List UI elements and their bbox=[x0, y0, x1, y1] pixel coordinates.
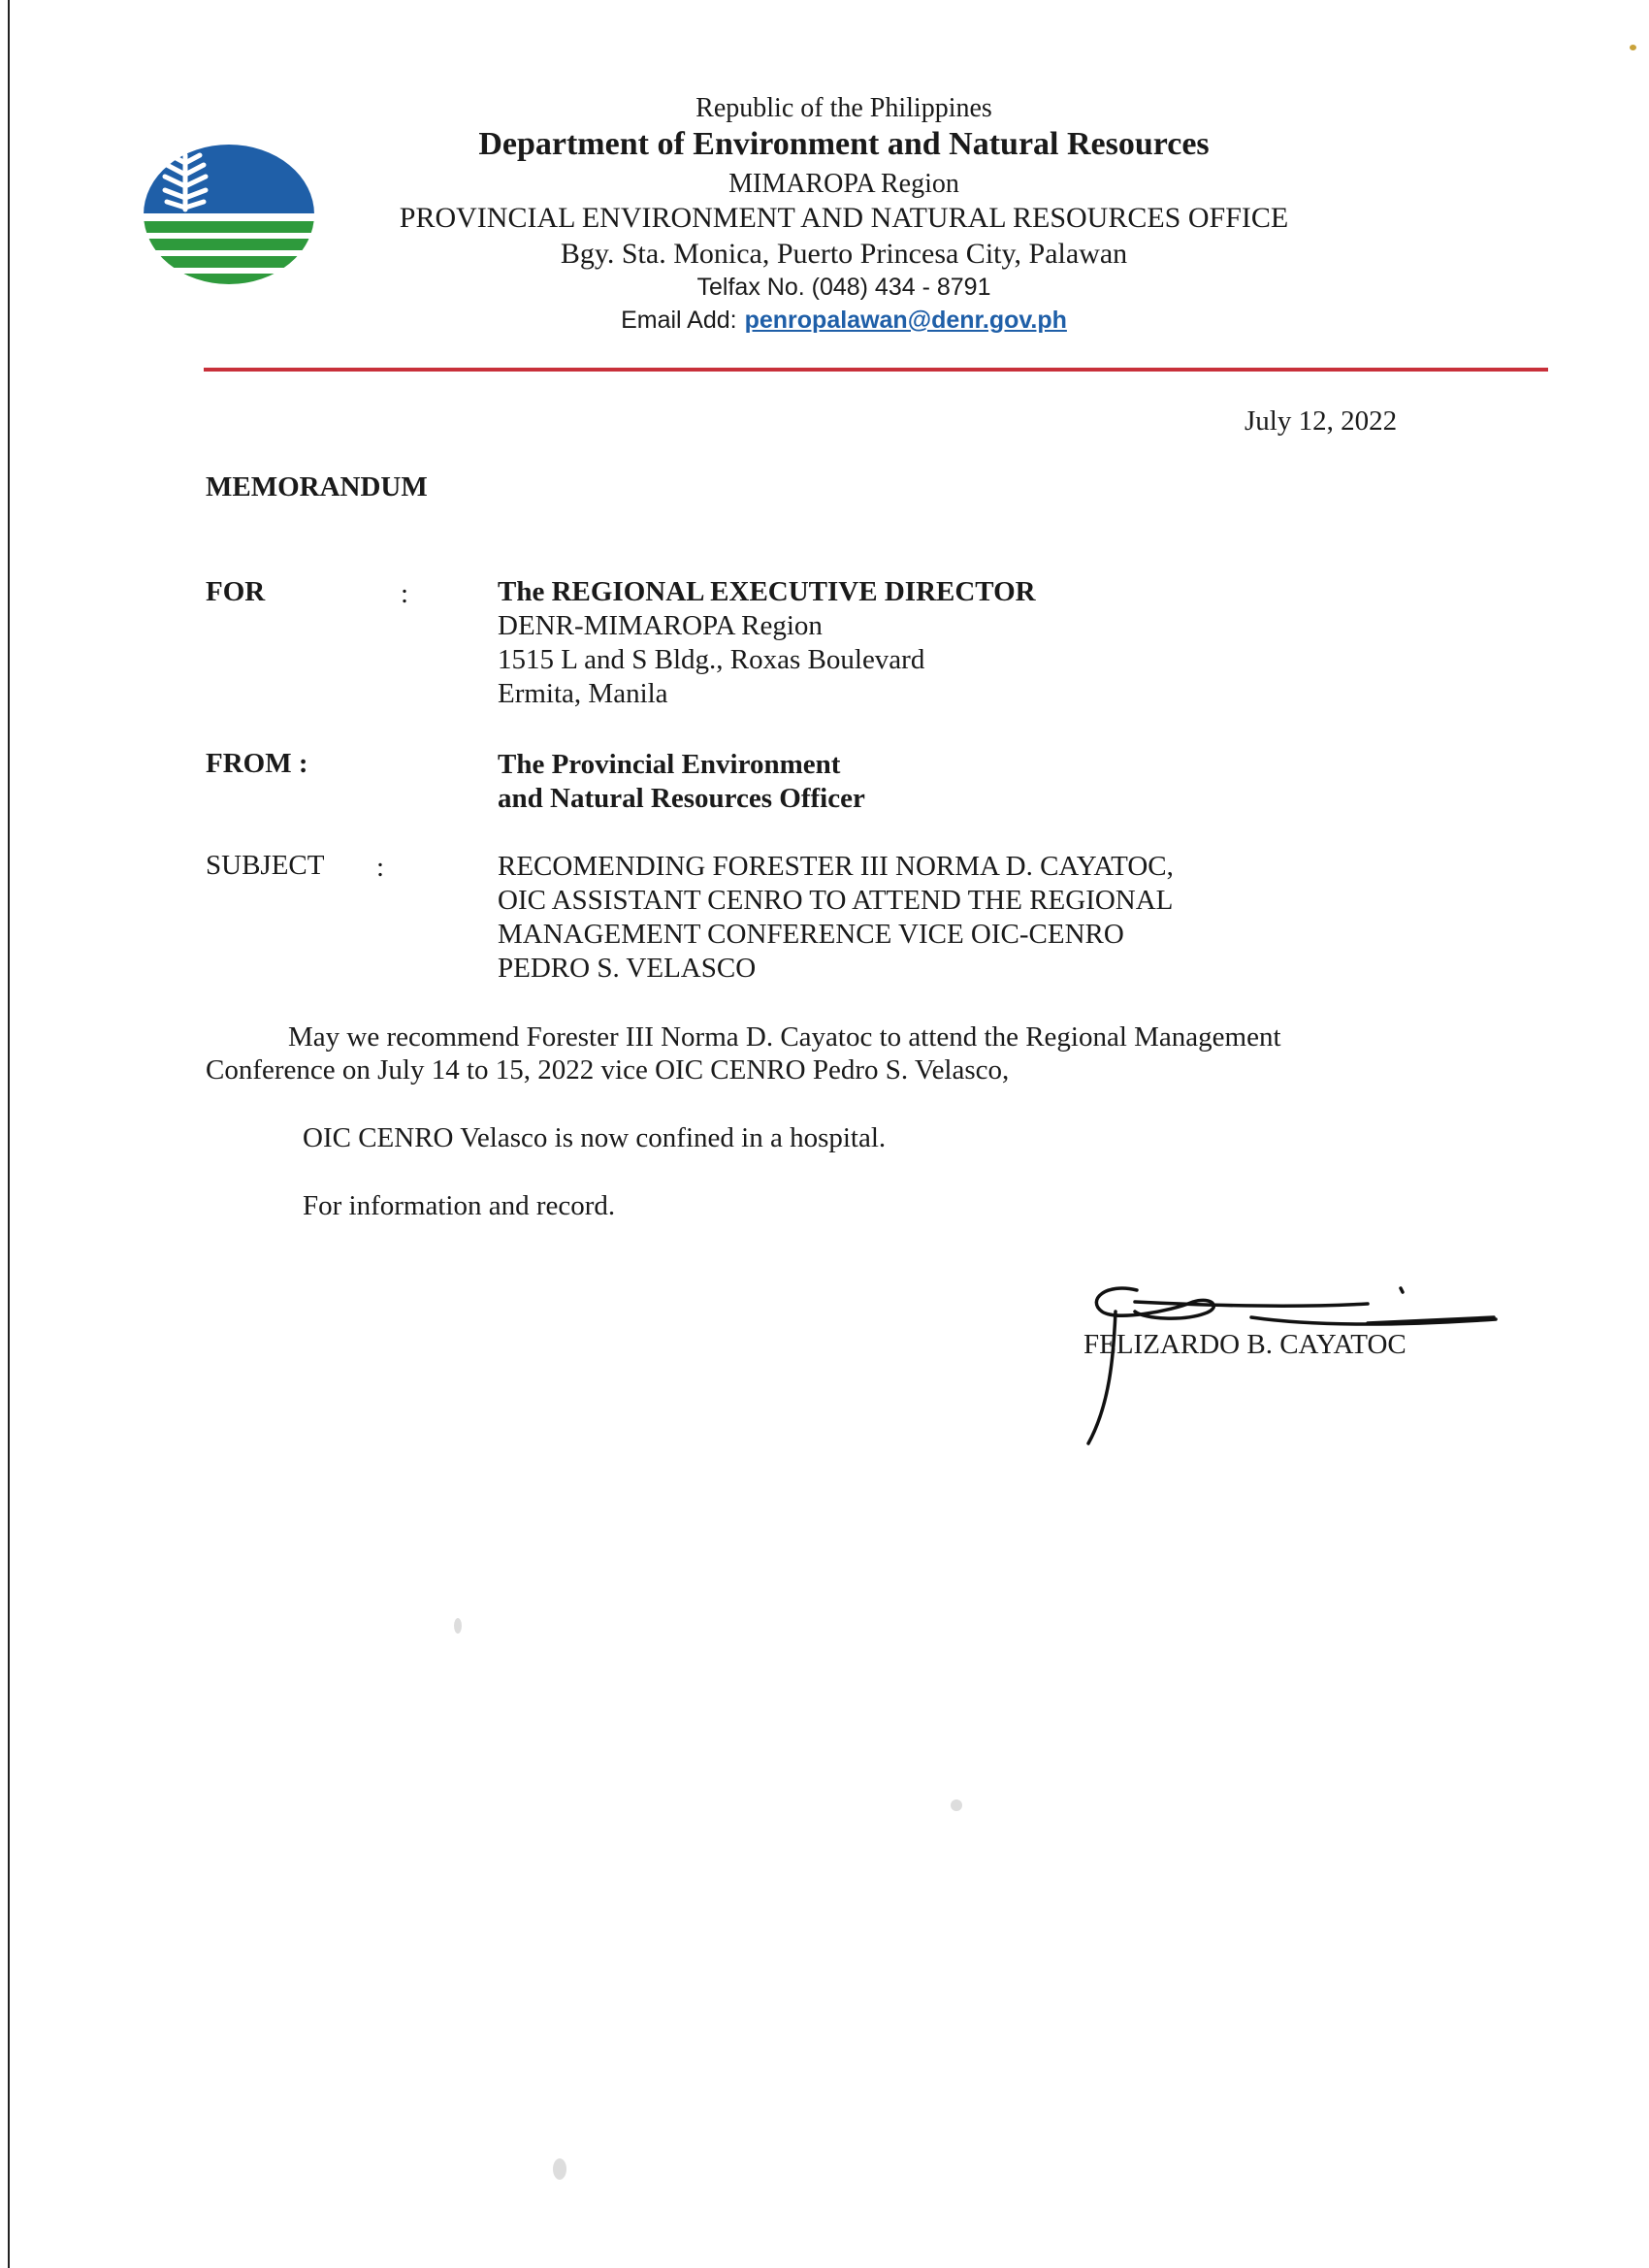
body-paragraph-3: For information and record. bbox=[303, 1190, 616, 1221]
header-department: Department of Environment and Natural Resources bbox=[478, 126, 1210, 162]
signature-mark bbox=[1077, 1269, 1513, 1453]
for-line: DENR-MIMAROPA Region bbox=[498, 610, 823, 641]
signatory-name: FELIZARDO B. CAYATOC bbox=[1083, 1329, 1406, 1360]
for-label: FOR bbox=[206, 576, 266, 607]
subject-line: RECOMENDING FORESTER III NORMA D. CAYATOC, bbox=[498, 851, 1174, 882]
body-paragraph-1-line-2: Conference on July 14 to 15, 2022 vice OIC CENRO Pedro S. Velasco, bbox=[206, 1054, 1010, 1085]
for-line: Ermita, Manila bbox=[498, 678, 668, 709]
header-divider bbox=[204, 368, 1548, 372]
subject-label: SUBJECT bbox=[206, 850, 325, 881]
scan-speck bbox=[1630, 45, 1636, 50]
for-line: The REGIONAL EXECUTIVE DIRECTOR bbox=[498, 576, 1036, 607]
from-sender bbox=[498, 748, 865, 816]
from-line: and Natural Resources Officer bbox=[498, 783, 865, 814]
scan-speck bbox=[454, 1618, 462, 1634]
for-recipient bbox=[498, 575, 1036, 711]
body-paragraph-1-line-1: May we recommend Forester III Norma D. Cayatoc to attend the Regional Management bbox=[288, 1021, 1281, 1053]
body-paragraph-2: OIC CENRO Velasco is now confined in a hospital. bbox=[303, 1122, 887, 1153]
header-republic: Republic of the Philippines bbox=[695, 93, 992, 123]
header-office: PROVINCIAL ENVIRONMENT AND NATURAL RESOURCES OFFICE bbox=[399, 202, 1289, 234]
for-line: 1515 L and S Bldg., Roxas Boulevard bbox=[498, 644, 925, 675]
header-region: MIMAROPA Region bbox=[728, 169, 959, 199]
subject-text bbox=[498, 850, 1174, 986]
subject-line: MANAGEMENT CONFERENCE VICE OIC-CENRO bbox=[498, 919, 1124, 950]
from-label: FROM : bbox=[206, 748, 308, 779]
memo-title: MEMORANDUM bbox=[206, 471, 428, 502]
memo-date: July 12, 2022 bbox=[1245, 405, 1398, 437]
subject-colon: : bbox=[376, 852, 385, 883]
header-telfax: Telfax No. (048) 434 - 8791 bbox=[696, 274, 991, 301]
for-colon: : bbox=[401, 578, 409, 609]
denr-logo-icon bbox=[142, 142, 316, 287]
email-label: Email Add: bbox=[621, 307, 737, 334]
from-line: The Provincial Environment bbox=[498, 749, 841, 780]
scan-speck bbox=[553, 2158, 566, 2180]
scan-speck bbox=[951, 1799, 962, 1811]
scan-edge-line bbox=[8, 0, 10, 2268]
subject-line: OIC ASSISTANT CENRO TO ATTEND THE REGIONAL bbox=[498, 885, 1174, 916]
header-email-line bbox=[330, 307, 1358, 335]
header-address: Bgy. Sta. Monica, Puerto Princesa City, Palawan bbox=[560, 238, 1128, 270]
email-link[interactable]: penropalawan@denr.gov.ph bbox=[744, 307, 1067, 334]
subject-line: PEDRO S. VELASCO bbox=[498, 953, 757, 984]
